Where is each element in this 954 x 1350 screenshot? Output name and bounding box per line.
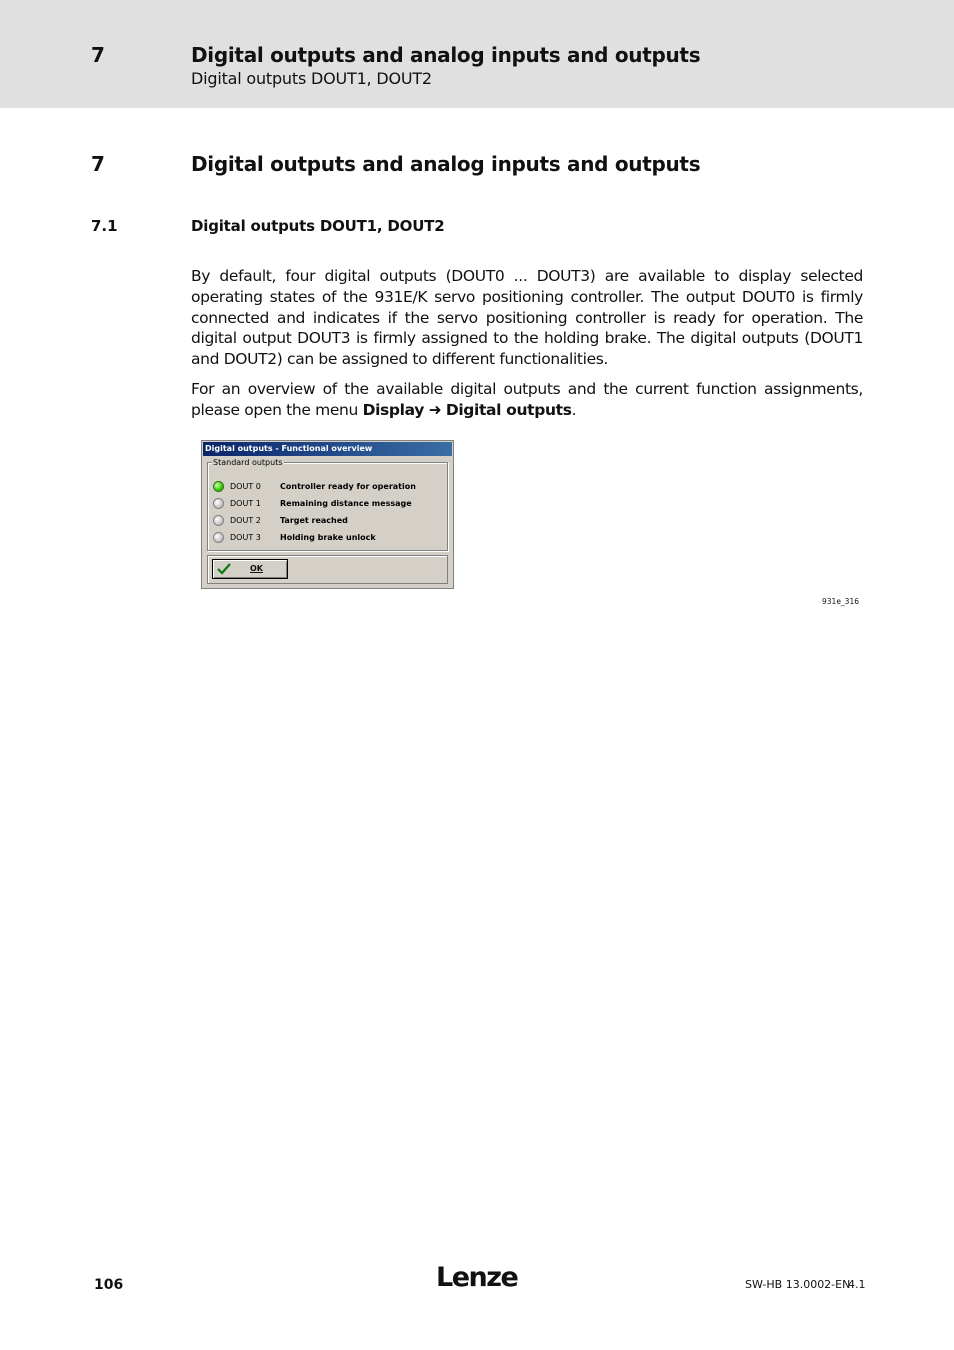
heading2-title: Digital outputs DOUT1, DOUT2 [191, 217, 445, 235]
dialog-title-bar: Digital outputs - Functional overview [203, 442, 452, 456]
heading1-number: 7 [91, 152, 105, 176]
ok-button-label: OK [250, 564, 263, 573]
output-row-dout1 [213, 497, 443, 511]
document-version: 4.1 [848, 1278, 866, 1291]
output-name: DOUT 3 [230, 533, 261, 542]
document-reference: SW-HB 13.0002-EN [745, 1278, 851, 1291]
ok-button[interactable] [212, 559, 288, 579]
heading1-title: Digital outputs and analog inputs and outputs [191, 152, 701, 176]
menu-instruction-end: . [571, 400, 577, 419]
output-name: DOUT 1 [230, 499, 261, 508]
standard-outputs-group [207, 458, 448, 551]
output-description: Target reached [280, 516, 348, 525]
running-header-chapter-number: 7 [91, 43, 105, 67]
running-header-chapter-title: Digital outputs and analog inputs and outputs [191, 43, 701, 67]
output-description: Remaining distance message [280, 499, 412, 508]
menu-digital-outputs-label: Digital outputs [445, 400, 572, 419]
output-name: DOUT 0 [230, 482, 261, 491]
output-row-dout0 [213, 480, 443, 494]
dialog-button-panel [207, 555, 448, 584]
standard-outputs-group-label: Standard outputs [213, 458, 283, 467]
menu-arrow-icon: ➜ [428, 400, 442, 419]
digital-outputs-dialog [201, 440, 454, 589]
grey-led-icon [213, 498, 224, 509]
figure-reference: 931e_316 [822, 597, 859, 606]
output-row-dout3 [213, 531, 443, 545]
intro-paragraph: By default, four digital outputs (DOUT0 ... DOUT3) are available to display selected operating states of the 931E/K servo positioning controller. The output DOUT0 is firmly connected and indicates if the servo positioning controller is ready for operation. The digital output DOUT3 is firmly assigned to the holding brake. The digital outputs (DOUT1 and DOUT2) can be assigned to different functionalities. [191, 267, 863, 369]
menu-display-label: Display [362, 400, 425, 419]
menu-instruction-text: For an overview of the available digital outputs and the current function assignments, please open the menu [191, 380, 863, 419]
menu-instruction-paragraph [191, 379, 863, 421]
page-number: 106 [94, 1277, 124, 1293]
heading2-number: 7.1 [91, 217, 118, 235]
output-description: Controller ready for operation [280, 482, 416, 491]
output-name: DOUT 2 [230, 516, 261, 525]
grey-led-icon [213, 515, 224, 526]
running-header-section-subtitle: Digital outputs DOUT1, DOUT2 [191, 69, 432, 88]
lenze-logo: Lenze [436, 1262, 518, 1293]
green-led-icon [213, 481, 224, 492]
checkmark-icon [217, 562, 231, 576]
output-description: Holding brake unlock [280, 533, 376, 542]
output-row-dout2 [213, 514, 443, 528]
grey-led-icon [213, 532, 224, 543]
